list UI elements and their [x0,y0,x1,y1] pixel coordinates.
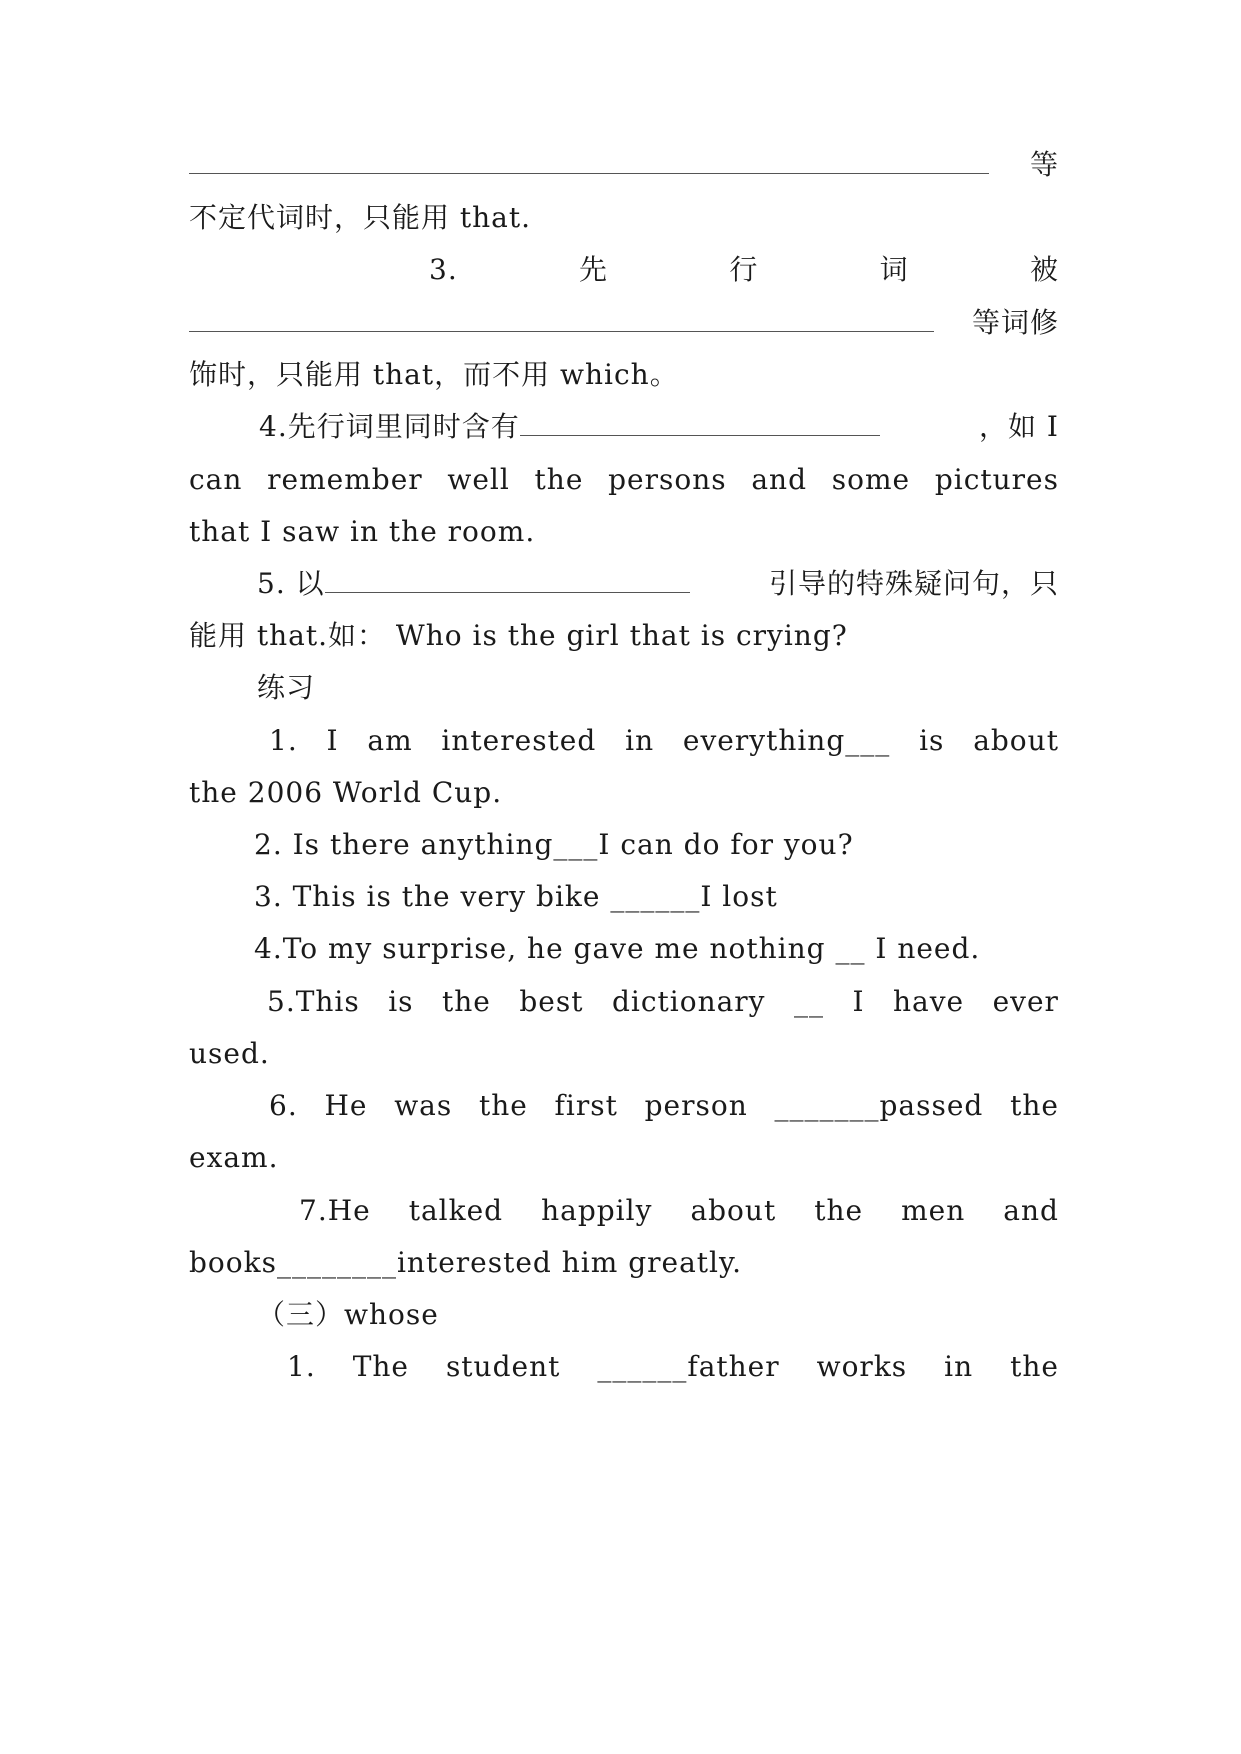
word: 行 [729,253,759,286]
word: student [445,1350,561,1383]
fill-blank [189,309,934,332]
word: in [944,1350,974,1383]
word: person [644,1089,748,1122]
word: The [352,1350,409,1383]
fill-blank [520,413,880,436]
line-4 [189,294,1059,352]
whose-question-1 [189,1338,1059,1396]
word: can [189,463,243,496]
word: 1. [287,1350,316,1383]
word: 被 [1029,253,1059,286]
word: I [852,985,865,1018]
word: talked [408,1194,504,1227]
text-segment: 4.先行词里同时含有 [259,410,520,443]
word: the [1010,1089,1059,1122]
question-1-cont: the 2006 World Cup. [189,776,503,809]
line-1 [189,136,1059,194]
question-7 [189,1182,1059,1240]
section-heading-whose: （三）whose [257,1298,439,1331]
word: __ [793,985,824,1018]
text-segment: 引导的特殊疑问句，只 [768,567,1059,600]
text-segment: ，如 I [979,410,1059,443]
word: first [554,1089,618,1122]
text-segment: 5. 以 [257,567,325,600]
question-7-cont: books________interested him greatly. [189,1246,742,1279]
word: He [324,1089,368,1122]
word: best [519,985,584,1018]
fill-blank [325,570,690,593]
word: well [447,463,510,496]
line-9 [189,555,1059,613]
word: 3. [429,253,458,286]
word: 6. [269,1089,298,1122]
word: about [973,724,1059,757]
question-4: 4.To my surprise, he gave me nothing __ I need. [254,932,981,965]
line-6 [189,398,1059,456]
word: the [814,1194,864,1227]
word: pictures [934,463,1059,496]
question-6 [189,1077,1059,1135]
word: 词 [879,253,909,286]
word: 7.He [299,1194,371,1227]
word: was [394,1089,453,1122]
word: the [442,985,491,1018]
word: the [534,463,584,496]
word: some [831,463,911,496]
fill-blank [189,151,989,174]
word: I [326,724,339,757]
question-3: 3. This is the very bike ______I lost [254,880,778,913]
word: works [816,1350,908,1383]
line-2: 不定代词时，只能用 that. [189,201,532,234]
word: and [751,463,808,496]
word: ever [992,985,1059,1018]
word: men [901,1194,966,1227]
line-7 [189,451,1059,509]
line-5: 饰时，只能用 that，而不用 which。 [189,358,679,391]
word: interested [441,724,597,757]
word: in [625,724,655,757]
word: am [367,724,413,757]
word: is [388,985,414,1018]
question-6-cont: exam. [189,1141,279,1174]
question-5 [189,973,1059,1031]
word: 5.This [267,985,360,1018]
word: about [690,1194,777,1227]
word: remember [267,463,423,496]
word: _______passed [774,1089,984,1122]
word: everything___ [682,724,891,757]
word: the [478,1089,528,1122]
word: dictionary [611,985,766,1018]
question-2: 2. Is there anything___I can do for you? [254,828,854,861]
line-10: 能用 that.如： Who is the girl that is crying? [189,619,848,652]
section-heading-practice: 练习 [257,671,316,704]
line-3 [189,241,1059,299]
word: have [892,985,965,1018]
question-1 [189,712,1059,770]
text-segment: 等词修 [971,306,1059,339]
word: happily [541,1194,653,1227]
line-8: that I saw in the room. [189,515,536,548]
word: 1. [269,724,298,757]
word: the [1010,1350,1059,1383]
question-5-cont: used. [189,1037,270,1070]
word: 先 [579,253,609,286]
word: and [1003,1194,1059,1227]
text-segment: 等 [1029,148,1059,181]
word: is [919,724,945,757]
word: persons [608,463,727,496]
word: ______father [597,1350,780,1383]
